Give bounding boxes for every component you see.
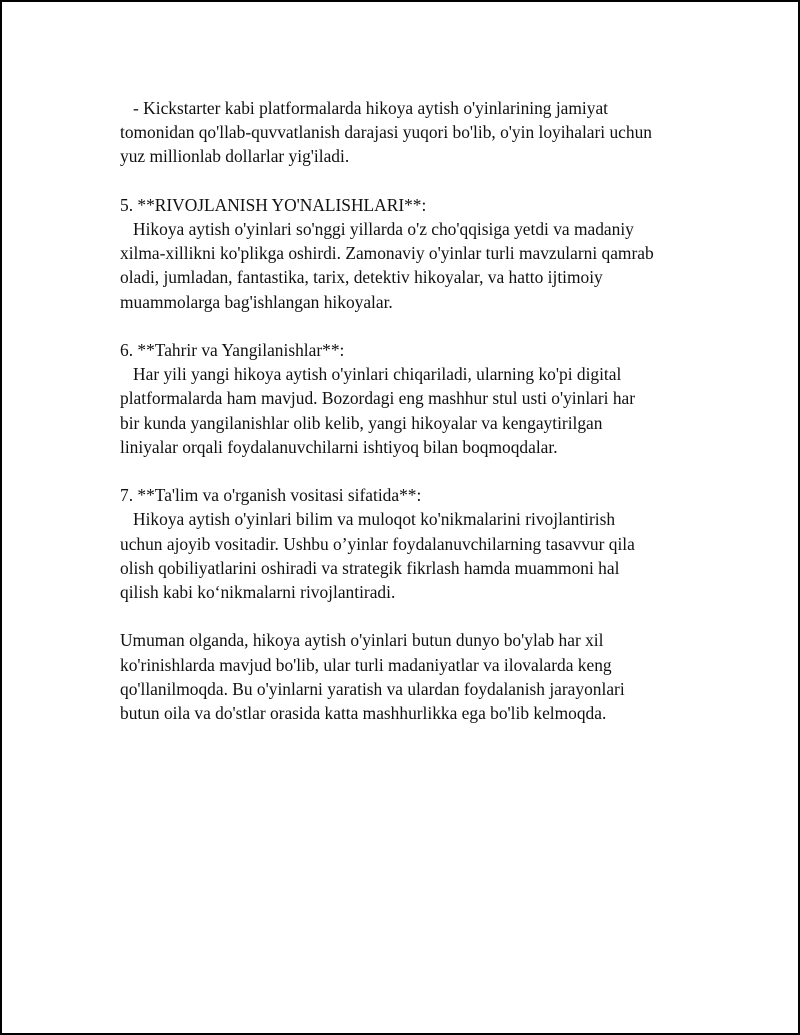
text-line: yuz millionlab dollarlar yig'iladi. [120,146,350,167]
section-heading: 7. **Ta'lim va o'rganish vositasi sifatida**: [120,485,422,506]
text-line: muammolarga bag'ishlangan hikoyalar. [120,291,393,312]
text-line: ko'rinishlarda mavjud bo'lib, ular turli madaniyatlar va ilovalarda keng [120,654,612,675]
text-line: - Kickstarter kabi platformalarda hikoya aytish o'yinlarining jamiyat [120,98,608,118]
text-line: bir kunda yangilanishlar olib kelib, yangi hikoyalar va kengaytirilgan [120,412,603,433]
text-line: butun oila va do'stlar orasida katta mashhurlikka ega bo'lib kelmoqda. [120,703,607,724]
text-line: Umuman olganda, hikoya aytish o'yinlari butun dunyo bo'ylab har xil [120,630,604,651]
text-line: Hikoya aytish o'yinlari so'nggi yillarda o'z cho'qqisiga yetdi va madaniy [120,219,634,239]
text-line: platformalarda ham mavjud. Bozordagi eng mashhur stul usti o'yinlari har [120,388,636,409]
paragraph-conclusion [120,628,720,725]
text-line: qilish kabi ko‘nikmalarni rivojlantiradi. [120,582,396,603]
section-7-talim [120,483,720,604]
text-line: xilma-xillikni ko'plikga oshirdi. Zamonaviy o'yinlar turli mavzularni qamrab [120,243,654,264]
text-line: olish qobiliyatlarini oshiradi va strategik fikrlash hamda muammoni hal [120,557,620,578]
text-line: qo'llanilmoqda. Bu o'yinlarni yaratish va ulardan foydalanish jarayonlari [120,678,625,699]
text-line: uchun ajoyib vositadir. Ushbu o’yinlar foydalanuvchilarning tasavvur qila [120,533,635,554]
text-line: oladi, jumladan, fantastika, tarix, detektiv hikoyalar, va hatto ijtimoiy [120,267,603,288]
paragraph-kickstarter [120,96,720,169]
text-line: liniyalar orqali foydalanuvchilarni ishtiyoq bilan boqmoqdalar. [120,436,558,457]
text-line: Har yili yangi hikoya aytish o'yinlari chiqariladi, ularning ko'pi digital [120,364,622,385]
text-line: tomonidan qo'llab-quvvatlanish darajasi yuqori bo'lib, o'yin loyihalari uchun [120,122,652,143]
document-body [120,96,720,749]
section-5-rivojlanish [120,193,720,314]
text-line: Hikoya aytish o'yinlari bilim va muloqot ko'nikmalarini rivojlantirish [120,509,616,530]
section-heading: 5. **RIVOJLANISH YO'NALISHLARI**: [120,194,427,215]
section-heading: 6. **Tahrir va Yangilanishlar**: [120,340,345,360]
section-6-tahrir [120,338,720,459]
